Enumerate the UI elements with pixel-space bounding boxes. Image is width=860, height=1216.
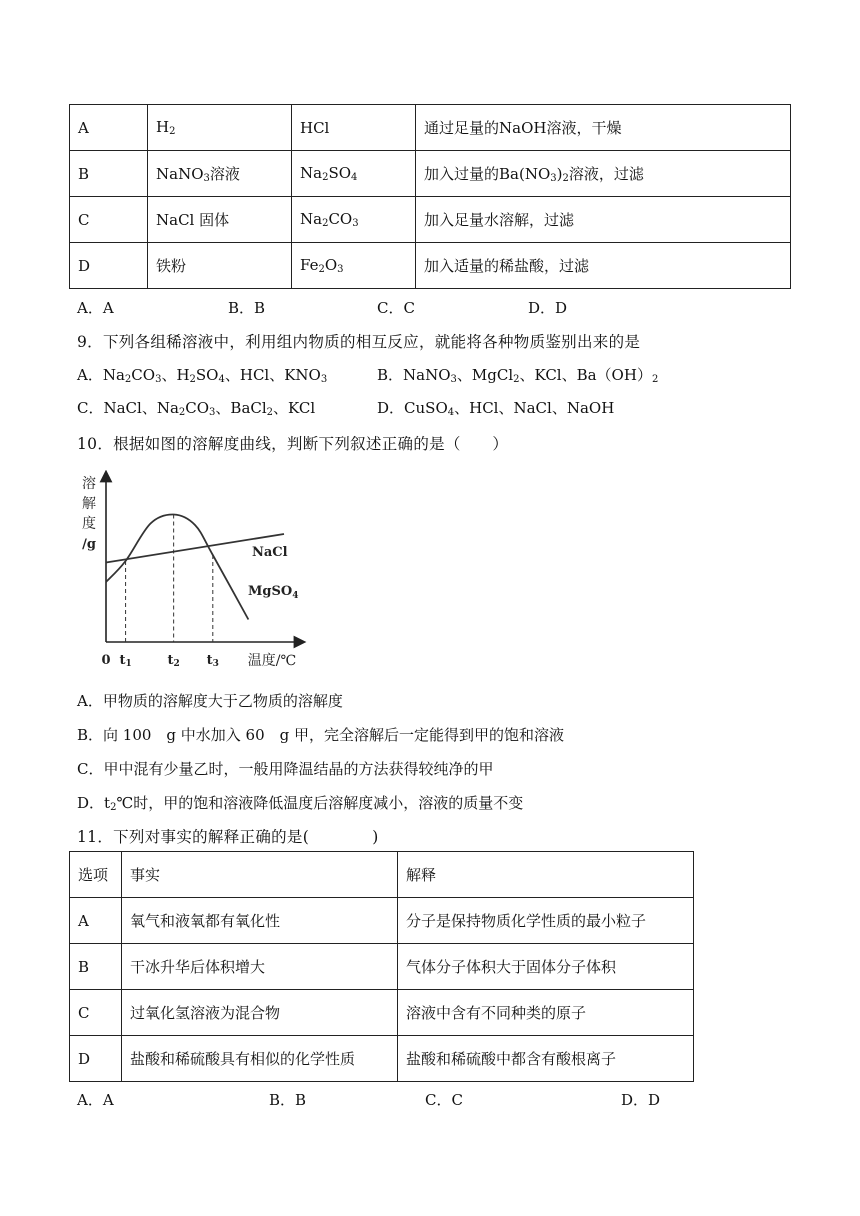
guide-lines	[126, 515, 213, 643]
q10-stem: 10．根据如图的溶解度曲线，判断下列叙述正确的是（ ）	[77, 435, 509, 453]
row-label: C	[70, 197, 148, 243]
q9-option-a: A．$Na_2CO_3$、$H_2SO_4$、HCl、$KNO_3$	[77, 366, 328, 385]
row-label: C	[70, 990, 122, 1036]
substance-cell: NaCl 固体	[148, 197, 292, 243]
q11-option-c: C．C	[425, 1091, 463, 1109]
substance-cell: $H_2$	[148, 105, 292, 151]
y-axis-label	[82, 475, 96, 552]
table-row	[70, 898, 694, 944]
q8-option-b: B．B	[228, 299, 266, 317]
explanation-cell: 盐酸和稀硫酸中都含有酸根离子	[398, 1036, 694, 1082]
q11-option-d: D．D	[621, 1091, 661, 1109]
q10-option-b: B．向 100 g 中水加入 60 g 甲，完全溶解后一定能得到甲的饱和溶液	[77, 726, 565, 744]
method-cell: 加入过量的$Ba(NO_3)_2$溶液，过滤	[416, 151, 791, 197]
method-cell: 通过足量的NaOH溶液，干燥	[416, 105, 791, 151]
table-row	[70, 197, 791, 243]
fact-cell: 过氧化氢溶液为混合物	[122, 990, 398, 1036]
y-label-char: 解	[82, 496, 96, 512]
q8-option-d: D．D	[528, 299, 568, 317]
q8-option-c: C．C	[377, 299, 415, 317]
explanation-cell: 分子是保持物质化学性质的最小粒子	[398, 898, 694, 944]
table-row	[70, 1036, 694, 1082]
q9-option-c: C．NaCl、$Na_2CO_3$、BaCl$_2$、KCl	[77, 399, 316, 418]
q9-stem: 9．下列各组稀溶液中，利用组内物质的相互反应，就能将各种物质鉴别出来的是	[77, 333, 641, 351]
impurity-cell: $Na_2CO_3$	[292, 197, 416, 243]
impurity-cell: HCl	[292, 105, 416, 151]
q11-option-b: B．B	[269, 1091, 307, 1109]
fact-cell: 干冰升华后体积增大	[122, 944, 398, 990]
q11-table	[69, 851, 694, 1082]
y-label-char: /g	[82, 537, 96, 552]
row-label: B	[70, 151, 148, 197]
method-cell: 加入适量的稀盐酸，过滤	[416, 243, 791, 289]
row-label: A	[70, 105, 148, 151]
substance-cell: NaNO$_3$溶液	[148, 151, 292, 197]
header-explanation: 解释	[398, 852, 694, 898]
fact-cell: 氧气和液氧都有氧化性	[122, 898, 398, 944]
y-label-char: 度	[82, 516, 96, 532]
tick-label: t3	[206, 653, 219, 669]
row-label: D	[70, 243, 148, 289]
explanation-cell: 气体分子体积大于固体分子体积	[398, 944, 694, 990]
series-label-nacl: NaCl	[252, 545, 288, 560]
q9-option-b: B．NaNO$_3$、MgCl$_2$、KCl、$Ba(OH)_2$	[377, 366, 659, 385]
q10-option-d: D．$t_2℃$时，甲的饱和溶液降低温度后溶解度减小，溶液的质量不变	[77, 794, 524, 813]
curves	[106, 514, 284, 619]
explanation-cell: 溶液中含有不同种类的原子	[398, 990, 694, 1036]
fact-cell: 盐酸和稀硫酸具有相似的化学性质	[122, 1036, 398, 1082]
impurity-cell: $Fe_2O_3$	[292, 243, 416, 289]
row-label: A	[70, 898, 122, 944]
series-labels	[248, 545, 298, 601]
q8-table	[69, 104, 791, 289]
table-row	[70, 151, 791, 197]
impurity-cell: $Na_2SO_4$	[292, 151, 416, 197]
table-row	[70, 105, 791, 151]
origin-label: 0	[101, 653, 111, 668]
method-cell: 加入足量水溶解，过滤	[416, 197, 791, 243]
x-ticks	[101, 652, 296, 669]
row-label: B	[70, 944, 122, 990]
row-label: D	[70, 1036, 122, 1082]
x-axis-label: 温度/℃	[247, 653, 297, 669]
substance-cell: 铁粉	[148, 243, 292, 289]
header-fact: 事实	[122, 852, 398, 898]
q10-option-c: C．甲中混有少量乙时，一般用降温结晶的方法获得较纯净的甲	[77, 760, 494, 778]
table-header	[70, 852, 694, 898]
y-label-char: 溶	[82, 476, 96, 492]
q8-option-a: A．A	[77, 299, 114, 317]
tick-label: t2	[167, 653, 180, 669]
tick-label: t1	[119, 653, 132, 669]
table-row	[70, 944, 694, 990]
solubility-chart	[78, 470, 308, 672]
q11-option-a: A．A	[77, 1091, 114, 1109]
table-row	[70, 990, 694, 1036]
header-option: 选项	[70, 852, 122, 898]
table-row	[70, 243, 791, 289]
q9-option-d: D．CuSO$_4$、HCl、NaCl、NaOH	[377, 399, 615, 418]
q10-option-a: A．甲物质的溶解度大于乙物质的溶解度	[77, 692, 343, 710]
mgso4-curve	[106, 514, 248, 619]
q11-stem: 11．下列对事实的解释正确的是( )	[77, 828, 379, 846]
series-label-mgso4: MgSO$_4$	[248, 584, 299, 601]
